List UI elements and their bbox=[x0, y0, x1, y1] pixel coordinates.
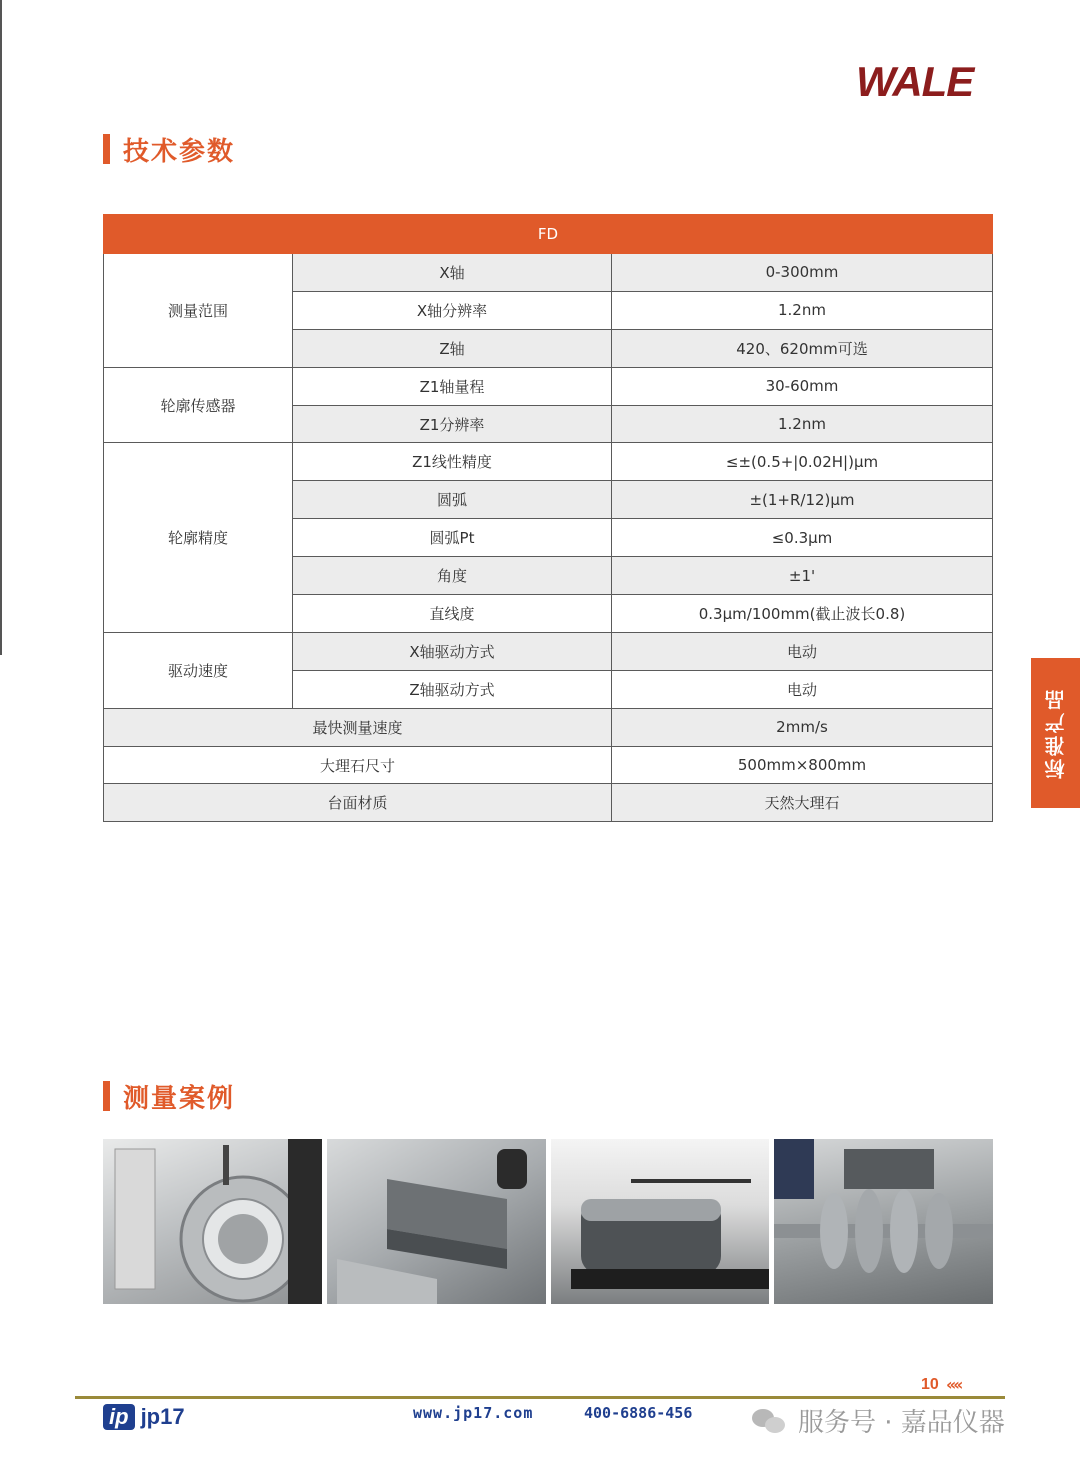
param-name-cell: 大理石尺寸 bbox=[104, 746, 612, 784]
param-name-cell: Z轴 bbox=[293, 329, 612, 367]
param-name-cell: X轴分辨率 bbox=[293, 291, 612, 329]
param-value-cell: 0-300mm bbox=[612, 254, 993, 292]
group-label-cell: 测量范围 bbox=[104, 254, 293, 368]
case-photo-strip bbox=[103, 1139, 993, 1304]
param-name-cell: Z1线性精度 bbox=[293, 443, 612, 481]
table-row bbox=[104, 708, 993, 746]
param-value-cell: 500mm×800mm bbox=[612, 746, 993, 784]
param-name-cell: 圆弧Pt bbox=[293, 519, 612, 557]
footer-logo bbox=[103, 1404, 185, 1430]
table-row bbox=[104, 367, 993, 405]
section-title-text: 测量案例 bbox=[123, 1083, 236, 1114]
group-label-cell: 轮廓精度 bbox=[104, 443, 293, 632]
param-value-cell: ≤0.3μm bbox=[612, 519, 993, 557]
footer-logo-text: jp17 bbox=[140, 1404, 185, 1429]
wechat-text: 服务号 · 嘉品仪器 bbox=[798, 1408, 1005, 1438]
table-row bbox=[104, 784, 993, 822]
param-value-cell: 1.2nm bbox=[612, 405, 993, 443]
side-tab-label: 标准产品 bbox=[1044, 687, 1068, 779]
section-title-cases bbox=[103, 1080, 235, 1112]
footer-phone: 400-6886-456 bbox=[584, 1404, 693, 1422]
chevrons-left-icon: ‹‹‹‹ bbox=[946, 1375, 961, 1394]
param-name-cell: Z轴驱动方式 bbox=[293, 670, 612, 708]
wechat-watermark bbox=[752, 1402, 1005, 1439]
param-value-cell: 30-60mm bbox=[612, 367, 993, 405]
table-header-row bbox=[104, 215, 993, 254]
param-name-cell: 最快测量速度 bbox=[104, 708, 612, 746]
param-name-cell: 直线度 bbox=[293, 595, 612, 633]
param-name-cell: Z1轴量程 bbox=[293, 367, 612, 405]
title-accent-bar bbox=[103, 134, 110, 164]
spec-table bbox=[103, 214, 993, 822]
page-number: 10 bbox=[921, 1376, 939, 1393]
section-title-tech bbox=[103, 133, 235, 165]
section-title-text: 技术参数 bbox=[123, 136, 236, 167]
table-row bbox=[104, 254, 993, 292]
group-label-cell: 驱动速度 bbox=[104, 632, 293, 708]
param-name-cell: 台面材质 bbox=[104, 784, 612, 822]
param-value-cell: 420、620mm可选 bbox=[612, 329, 993, 367]
param-name-cell: 角度 bbox=[293, 557, 612, 595]
case-photo-block bbox=[327, 1139, 546, 1304]
group-label-cell: 轮廓传感器 bbox=[104, 367, 293, 443]
param-value-cell: 天然大理石 bbox=[612, 784, 993, 822]
table-header-cell: FD bbox=[104, 215, 993, 254]
param-value-cell: 1.2nm bbox=[612, 291, 993, 329]
table-row bbox=[104, 632, 993, 670]
side-tab-standard-products bbox=[1031, 658, 1080, 808]
param-value-cell: ±1' bbox=[612, 557, 993, 595]
footer-url[interactable]: www.jp17.com bbox=[413, 1404, 534, 1422]
footer-logo-badge-icon: ip bbox=[103, 1404, 135, 1430]
param-value-cell: ±(1+R/12)μm bbox=[612, 481, 993, 519]
param-value-cell: 2mm/s bbox=[612, 708, 993, 746]
param-value-cell: ≤±(0.5+|0.02H|)μm bbox=[612, 443, 993, 481]
param-name-cell: 圆弧 bbox=[293, 481, 612, 519]
param-name-cell: X轴驱动方式 bbox=[293, 632, 612, 670]
footer-divider bbox=[75, 1396, 1005, 1399]
left-edge-rule bbox=[0, 0, 2, 655]
table-row bbox=[104, 746, 993, 784]
param-name-cell: X轴 bbox=[293, 254, 612, 292]
wechat-icon bbox=[752, 1407, 788, 1435]
case-photo-roller bbox=[551, 1139, 770, 1304]
case-photo-pulley bbox=[103, 1139, 322, 1304]
param-value-cell: 电动 bbox=[612, 632, 993, 670]
param-name-cell: Z1分辨率 bbox=[293, 405, 612, 443]
wale-logo: WALE bbox=[856, 58, 974, 105]
case-photo-crankshaft bbox=[774, 1139, 993, 1304]
title-accent-bar bbox=[103, 1081, 110, 1111]
param-value-cell: 电动 bbox=[612, 670, 993, 708]
table-row bbox=[104, 443, 993, 481]
param-value-cell: 0.3μm/100mm(截止波长0.8) bbox=[612, 595, 993, 633]
